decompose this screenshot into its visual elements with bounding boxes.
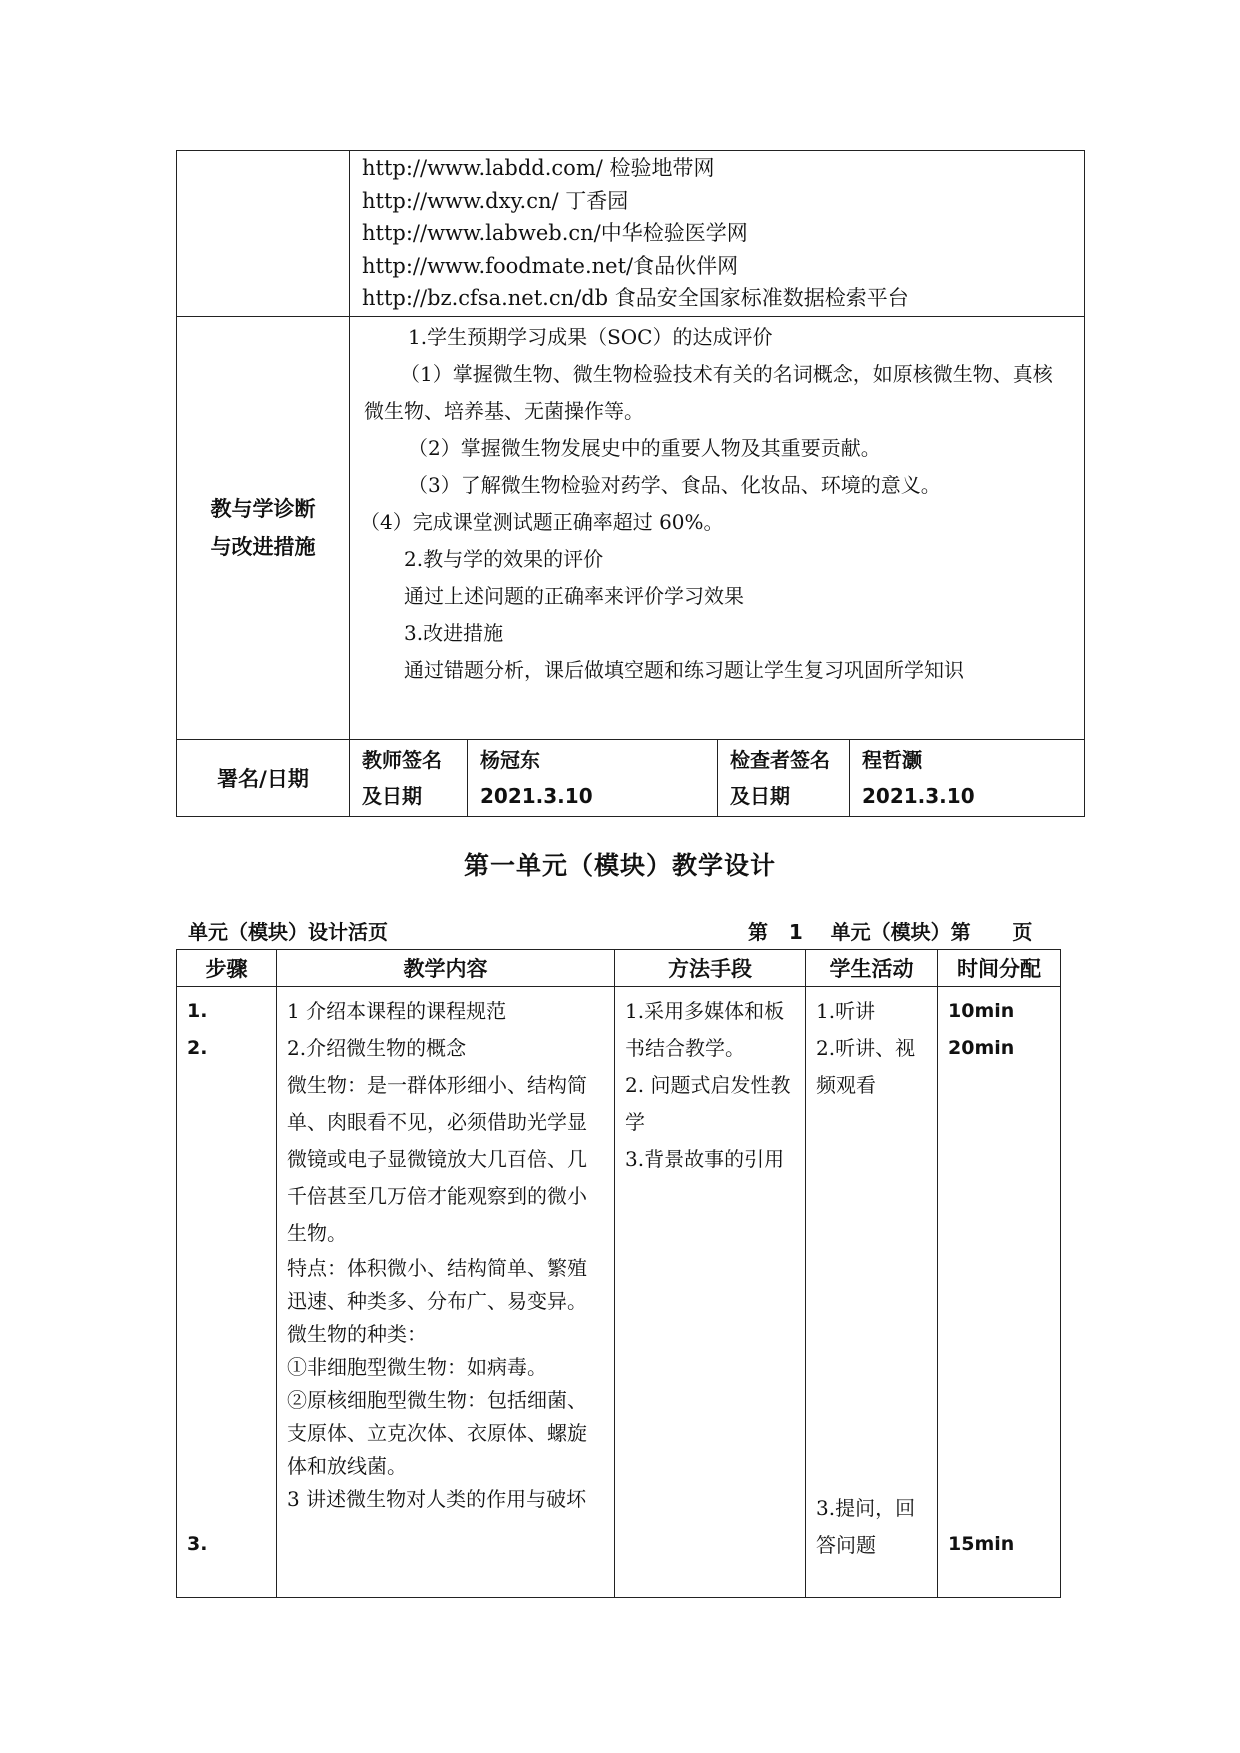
header-step: 步骤 <box>177 950 277 987</box>
links-label-cell <box>177 151 350 317</box>
step-cell <box>177 987 277 1598</box>
content-line: 1 介绍本课程的课程规范 <box>287 999 507 1023</box>
content-line: ②原核细胞型微生物：包括细菌、支原体、立克次体、衣原体、螺旋体和放线菌。 <box>287 1388 587 1478</box>
teacher-signature-label-line: 教师签名 <box>362 747 442 772</box>
evaluation-paragraph: （4）完成课堂测试题正确率超过 60%。 <box>360 509 724 534</box>
teaching-design-table <box>176 949 1061 1598</box>
signature-row <box>177 739 1085 816</box>
checker-signature-value <box>850 739 1085 816</box>
evaluation-paragraph: （1）掌握微生物、微生物检验技术有关的名词概念，如原核微生物、真核微生物、培养基、无菌操作等。 <box>364 361 1053 423</box>
link-item[interactable]: http://www.foodmate.net/食品伙伴网 <box>362 253 739 278</box>
method-line: 3.背景故事的引用 <box>625 1147 785 1171</box>
teacher-signature-value <box>468 739 718 816</box>
evaluation-paragraph: 2.教与学的效果的评价 <box>404 546 604 571</box>
links-cell <box>350 151 1085 317</box>
time-value: 15min <box>948 1533 1015 1555</box>
evaluation-label <box>177 316 350 739</box>
checker-signature-label <box>718 739 850 816</box>
activity-line: 2.听讲、视频观看 <box>816 1036 916 1097</box>
activity-line: 1.听讲 <box>816 999 876 1023</box>
evaluation-row <box>177 316 1085 739</box>
header-method: 方法手段 <box>615 950 806 987</box>
content-line: 2.介绍微生物的概念 <box>287 1036 467 1060</box>
method-line: 2. 问题式启发性教学 <box>625 1073 791 1134</box>
time-value: 10min <box>948 1000 1015 1022</box>
step-number: 1. <box>187 1000 208 1022</box>
content-line: 3 讲述微生物对人类的作用与破坏 <box>287 1487 587 1511</box>
unit-page-indicator: 第 1 单元（模块）第 页 <box>748 920 1033 944</box>
link-item[interactable]: http://www.dxy.cn/ 丁香园 <box>362 188 629 213</box>
checker-date: 2021.3.10 <box>862 783 975 808</box>
content-line: ①非细胞型微生物：如病毒。 <box>287 1355 547 1379</box>
teacher-signature-label <box>350 739 468 816</box>
unit-heading: 第一单元（模块）教学设计 <box>463 851 776 880</box>
checker-signature-label-line: 及日期 <box>730 783 790 808</box>
method-cell <box>615 987 806 1598</box>
activity-line: 3.提问，回答问题 <box>816 1496 916 1557</box>
course-summary-table <box>176 150 1085 817</box>
evaluation-paragraph: 通过错题分析，课后做填空题和练习题让学生复习巩固所学知识 <box>404 657 964 682</box>
evaluation-paragraph: 通过上述问题的正确率来评价学习效果 <box>404 583 744 608</box>
evaluation-paragraph: （3）了解微生物检验对药学、食品、化妆品、环境的意义。 <box>408 472 941 497</box>
header-content: 教学内容 <box>277 950 615 987</box>
content-line: 特点：体积微小、结构简单、繁殖迅速、种类多、分布广、易变异。 <box>287 1256 587 1313</box>
link-item[interactable]: http://www.labdd.com/ 检验地带网 <box>362 156 715 180</box>
header-activity: 学生活动 <box>806 950 938 987</box>
evaluation-label-line: 教与学诊断 <box>210 496 316 521</box>
link-item[interactable]: http://www.labweb.cn/中华检验医学网 <box>362 221 748 245</box>
activity-cell <box>806 987 938 1598</box>
link-item[interactable]: http://bz.cfsa.net.cn/db 食品安全国家标准数据检索平台 <box>362 286 909 310</box>
content-line: 微生物的种类： <box>287 1322 427 1346</box>
header-time: 时间分配 <box>938 950 1061 987</box>
evaluation-paragraph: （2）掌握微生物发展史中的重要人物及其重要贡献。 <box>408 435 881 460</box>
time-value: 20min <box>948 1037 1015 1059</box>
method-line: 1.采用多媒体和板书结合教学。 <box>625 999 785 1060</box>
evaluation-content <box>350 316 1085 739</box>
signature-label: 署名/日期 <box>177 739 350 816</box>
design-table-row <box>177 987 1061 1598</box>
time-cell <box>938 987 1061 1598</box>
teacher-signature-label-line: 及日期 <box>362 783 422 808</box>
checker-signature-label-line: 检查者签名 <box>730 747 830 772</box>
evaluation-paragraph: 1.学生预期学习成果（SOC）的达成评价 <box>408 324 773 349</box>
design-table-header <box>177 950 1061 987</box>
evaluation-paragraph: 3.改进措施 <box>404 620 504 645</box>
teacher-name: 杨冠东 <box>480 747 540 772</box>
teacher-date: 2021.3.10 <box>480 783 593 808</box>
step-number: 2. <box>187 1037 208 1059</box>
content-line: 微生物：是一群体形细小、结构简单、肉眼看不见，必须借助光学显微镜或电子显微镜放大几百倍、几千倍甚至几万倍才能观察到的微小生物。 <box>287 1073 587 1245</box>
checker-name: 程哲灏 <box>862 747 922 772</box>
evaluation-label-line: 与改进措施 <box>210 534 316 559</box>
step-number: 3. <box>187 1533 208 1555</box>
design-sheet-title: 单元（模块）设计活页 <box>188 920 388 944</box>
content-cell <box>277 987 615 1598</box>
links-row <box>177 151 1085 317</box>
